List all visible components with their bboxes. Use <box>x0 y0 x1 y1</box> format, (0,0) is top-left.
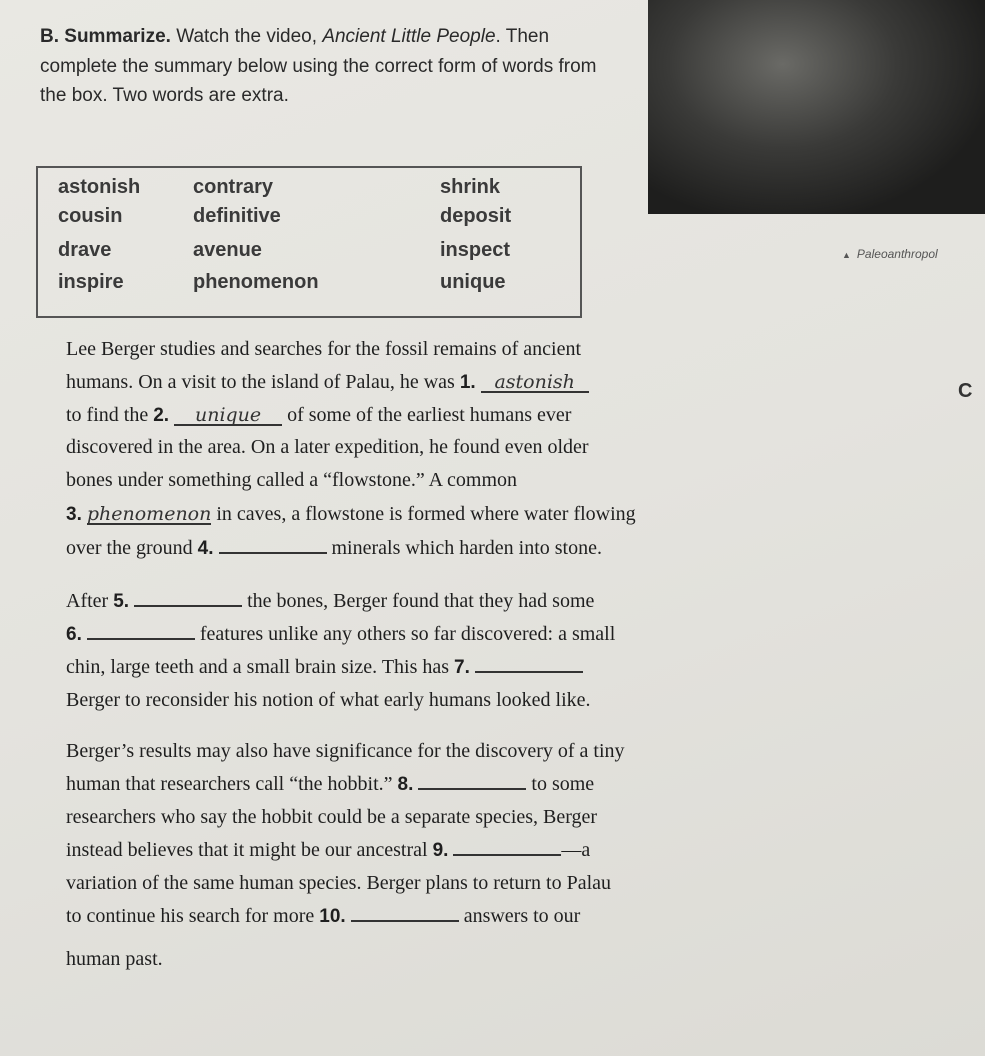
summary-line <box>66 503 636 526</box>
line-text: features unlike any others so far discovered: a small <box>194 623 616 645</box>
line-text: chin, large teeth and a small brain size. This has <box>66 656 455 678</box>
instruction-text: Watch the video, <box>170 26 323 47</box>
summary-line <box>66 948 163 971</box>
line-text: to find the <box>66 404 154 426</box>
summary-line <box>66 623 615 646</box>
blank-number: 5. <box>113 591 130 612</box>
word-box-item: drave <box>58 239 112 261</box>
triangle-icon: ▲ <box>842 250 851 260</box>
line-text: the bones, Berger found that they had some <box>242 590 595 612</box>
line-text: to some <box>526 773 595 795</box>
summary-line <box>66 872 611 895</box>
line-text: bones under something called a “flowstone.” A common <box>66 469 518 491</box>
word-box-item: inspect <box>440 239 511 261</box>
blank-number: 1. <box>459 372 476 393</box>
answer-blank[interactable] <box>134 605 242 607</box>
blank-number: 3. <box>66 504 82 525</box>
word-box-item: phenomenon <box>193 271 319 293</box>
summary-line <box>66 905 580 928</box>
answer-blank[interactable] <box>351 920 459 922</box>
blank-number: 4. <box>197 538 214 559</box>
word-box-item: astonish <box>58 176 141 198</box>
answer-blank[interactable]: astonish <box>481 373 589 393</box>
blank-number: 9. <box>432 840 449 861</box>
fossil-photo <box>648 0 985 214</box>
line-text: Lee Berger studies and searches for the fossil remains of ancient <box>66 338 581 360</box>
video-title: Ancient Little People <box>322 26 496 47</box>
word-box-item: cousin <box>58 205 123 227</box>
line-text: After <box>66 590 114 612</box>
answer-blank[interactable] <box>87 638 195 640</box>
answer-blank[interactable] <box>475 671 583 673</box>
line-text: humans. On a visit to the island of Palau, he was <box>66 371 460 393</box>
word-box-item: contrary <box>193 176 274 198</box>
summary-line <box>66 404 571 427</box>
photo-caption <box>842 247 938 261</box>
summary-line <box>66 338 581 361</box>
word-box-item: avenue <box>193 239 262 261</box>
line-text: to continue his search for more <box>66 905 320 927</box>
blank-number: 6. <box>66 624 82 645</box>
summary-line <box>66 590 594 613</box>
summary-line <box>66 689 591 712</box>
answer-blank[interactable]: phenomenon <box>86 503 212 525</box>
summary-line <box>66 371 589 394</box>
summary-line <box>66 656 583 679</box>
blank-number: 10. <box>319 906 346 927</box>
answer-blank[interactable] <box>418 788 526 790</box>
line-text: human that researchers call “the hobbit.” <box>66 773 398 795</box>
line-text: Berger’s results may also have significance for the discovery of a tiny <box>66 740 625 762</box>
line-text: discovered in the area. On a later expedition, he found even older <box>66 436 589 458</box>
line-text: instead believes that it might be our ancestral <box>66 839 433 861</box>
word-box-item: deposit <box>440 205 512 227</box>
word-box-item: shrink <box>440 176 501 198</box>
word-box-item: inspire <box>58 271 124 293</box>
answer-blank[interactable] <box>219 552 327 554</box>
line-text: variation of the same human species. Berger plans to return to Palau <box>66 872 612 894</box>
word-box <box>36 166 582 318</box>
section-label: B. Summarize. <box>40 26 171 47</box>
summary-line <box>66 806 597 829</box>
blank-number: 8. <box>397 774 414 795</box>
summary-line <box>66 773 594 796</box>
line-text: minerals which harden into stone. <box>326 537 602 559</box>
line-text: answers to our <box>458 905 581 927</box>
line-text: Berger to reconsider his notion of what early humans looked like. <box>66 689 591 711</box>
line-text: —a <box>561 839 591 861</box>
summary-line <box>66 839 590 862</box>
line-text: over the ground <box>66 537 198 559</box>
line-text: of some of the earliest humans ever <box>282 404 572 426</box>
blank-number: 2. <box>153 405 170 426</box>
word-box-item: definitive <box>193 205 281 227</box>
word-box-item: unique <box>440 271 506 293</box>
summary-line <box>66 740 625 763</box>
line-text: in caves, a flowstone is formed where water flowing <box>211 503 636 525</box>
caption-text: Paleoanthropol <box>856 247 938 261</box>
instruction-text-2: . Then complete the summary below using the correct form of words from the box. Two words are extra. <box>40 26 597 106</box>
line-text: human past. <box>66 948 163 970</box>
blank-number: 7. <box>454 657 470 678</box>
instructions <box>40 22 610 111</box>
side-label: C <box>958 380 973 402</box>
summary-line <box>66 469 517 492</box>
line-text: researchers who say the hobbit could be a separate species, Berger <box>66 806 598 828</box>
summary-line <box>66 537 602 560</box>
summary-line <box>66 436 589 459</box>
answer-blank[interactable] <box>453 854 561 856</box>
answer-blank[interactable]: unique <box>174 406 282 426</box>
